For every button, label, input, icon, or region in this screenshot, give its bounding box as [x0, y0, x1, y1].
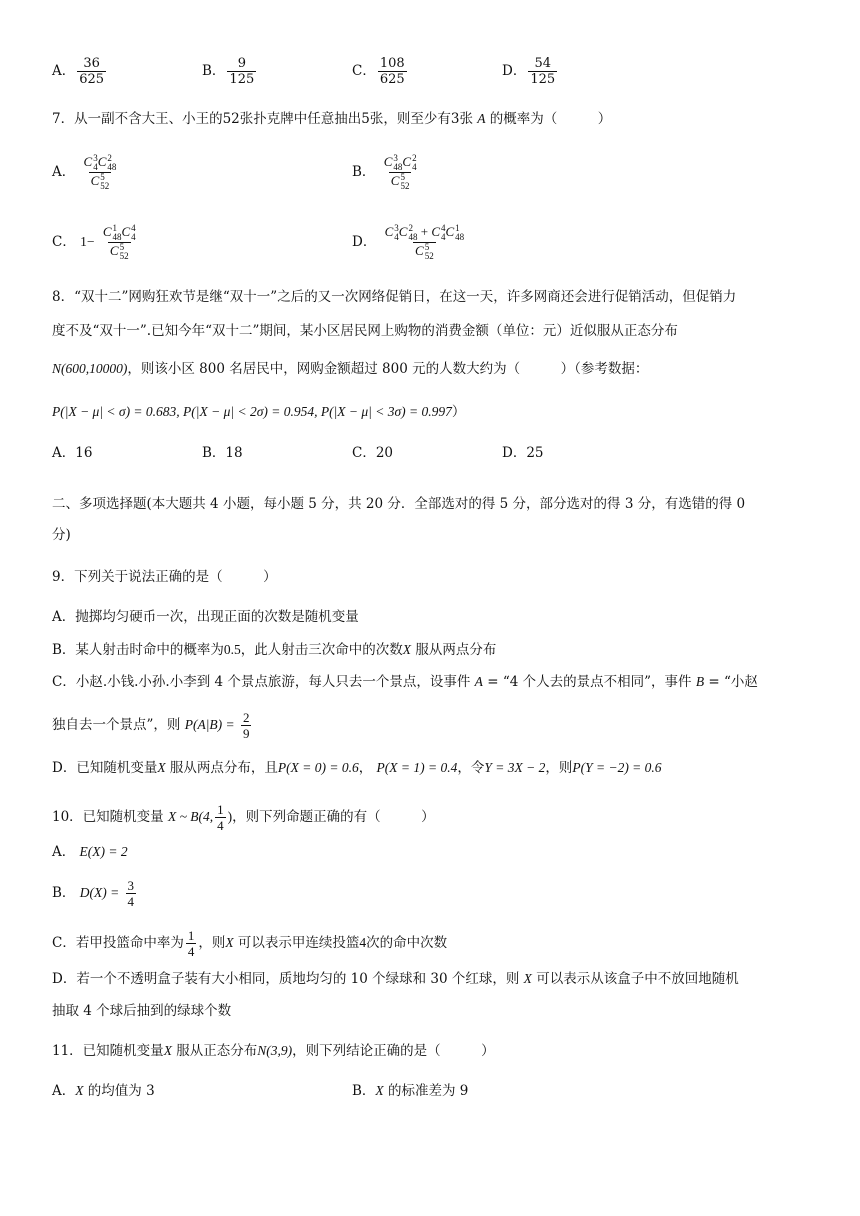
q8-line-3 — [52, 359, 648, 379]
binomial-dist: X ~ B(4, — [167, 809, 214, 824]
q7-option-c — [52, 224, 140, 261]
text: ，令 — [457, 760, 485, 776]
text: ，则下列结论正确的是（ ） — [292, 1043, 495, 1059]
equation: P(X = 1) = 0.4 — [376, 760, 458, 775]
frac-den: 125 — [229, 72, 255, 87]
option-letter: C． — [352, 63, 376, 79]
q6-option-c — [352, 56, 409, 87]
q8-line-1: 8．“双十二”网购狂欢节是继“双十一”之后的又一次网络促销日，在这一天，许多网商还会进行促销活动，但促销力 — [52, 289, 737, 305]
combination-fraction: C 3 4 C 2 48 C 5 52 — [83, 153, 117, 192]
q7-option-b — [352, 154, 421, 191]
text: C．小赵.小钱.小孙.小李到 4 个景点旅游，每人只去一个景点，设事件 — [52, 674, 471, 690]
option-letter: A． — [52, 164, 76, 181]
frac-den: 9 — [242, 726, 250, 741]
q8-option-a: A．16 — [52, 445, 93, 461]
fraction — [241, 710, 252, 741]
fraction — [186, 928, 197, 959]
frac-den: 4 — [127, 894, 134, 909]
text: 服从两点分布，且 — [169, 760, 278, 776]
equation: P(X = 0) = 0.6 — [277, 760, 359, 775]
q8-line-4 — [52, 402, 465, 422]
q10-option-c — [52, 928, 447, 959]
text: 11．已知随机变量 — [52, 1043, 164, 1059]
text: “4 个人去的景点不相同”，事件 — [502, 674, 692, 690]
q10-stem: 10．已知随机变量 X ~ B(4, $\frac{1}{4}$ )，则下列命题正确的有（ ） — [52, 802, 435, 833]
q9-option-b — [52, 640, 496, 660]
var-a: A — [197, 717, 206, 732]
fraction — [378, 56, 407, 87]
fraction — [126, 878, 137, 909]
q10-option-b — [52, 878, 138, 909]
option-letter: A． — [52, 63, 76, 79]
paren-close: ） — [451, 404, 466, 420]
frac-den: 125 — [530, 72, 556, 87]
q8-line-3-text: ，则该小区 800 名居民中，网购金额超过 800 元的人数大约为（ ）（参考数据： — [127, 361, 649, 377]
frac-den: 625 — [379, 72, 405, 87]
q7-option-a — [52, 154, 120, 191]
q9-option-d: D．已知随机变量X 服从两点分布，且P(X = 0) = 0.6， P(X = 1) = 0.4，令Y = 3X − 2，则P(Y = −2) = 0.6 — [52, 760, 662, 776]
q8-option-d: D．25 — [502, 445, 544, 461]
option-letter: B． — [52, 885, 76, 901]
text: ，则 — [545, 760, 573, 776]
text: 次的命中次数 — [366, 935, 448, 951]
frac-den: 4 — [187, 944, 195, 959]
text: ，则 — [198, 935, 226, 951]
q7-option-d — [352, 224, 468, 261]
q11-stem — [52, 1041, 495, 1061]
text: “小赵 — [723, 674, 758, 690]
text: 可以表示甲连续投篮 — [237, 935, 360, 951]
fraction — [528, 56, 557, 87]
var-a: A — [477, 111, 486, 126]
q11-option-a — [52, 1081, 155, 1101]
probability-value: 0.5 — [223, 642, 241, 657]
frac-num: 9 — [237, 56, 246, 71]
q6-option-a — [52, 56, 108, 87]
option-letter: A． — [52, 844, 76, 860]
var-b: B — [695, 674, 705, 689]
option-letter: B． — [352, 1083, 376, 1099]
frac-num: 108 — [379, 56, 405, 71]
frac-num: 1 — [217, 802, 224, 817]
fraction — [227, 56, 256, 87]
q9-option-c-line2 — [52, 710, 253, 741]
combination-fraction: C 3 48 C 2 4 C 5 52 — [383, 153, 417, 192]
text: 的标准差为 9 — [387, 1083, 469, 1099]
var-x: X — [225, 935, 234, 950]
frac-den: 4 — [217, 818, 224, 833]
text: 可以表示从该盒子中不放回地随机 — [536, 971, 739, 987]
frac-num: 36 — [83, 56, 100, 71]
q6-option-b — [202, 56, 258, 87]
equation: E(X) = 2 — [79, 844, 128, 859]
q6-option-d — [502, 56, 559, 87]
one-minus: 1− — [80, 234, 95, 250]
q7-stem-text: 7．从一副不含大王、小王的52张扑克牌中任意抽出5张，则至少有3张 — [52, 111, 473, 127]
normal-dist: N(600,10000) — [52, 361, 128, 376]
q10-option-a — [52, 842, 128, 862]
var-x: X — [157, 760, 166, 775]
q8-option-c: C．20 — [352, 445, 394, 461]
q11-option-b — [352, 1081, 468, 1101]
q10-option-d-line1 — [52, 969, 739, 989]
var-x: X — [523, 971, 532, 986]
var-x: X — [163, 1043, 172, 1058]
frac-num: 1 — [187, 928, 195, 943]
text: 服从正态分布 — [176, 1043, 258, 1059]
option-letter: B． — [352, 164, 376, 181]
option-letter: D． — [502, 63, 527, 79]
option-letter: A． — [52, 1083, 76, 1099]
text: ，则下列命题正确的有（ ） — [232, 809, 435, 825]
text: C．若甲投篮命中率为 — [52, 935, 184, 951]
text: D．已知随机变量 — [52, 760, 158, 776]
conditional-prob: P(A|B) = — [184, 717, 235, 732]
text: 服从两点分布 — [415, 642, 497, 658]
frac-num: 54 — [534, 56, 552, 71]
q8-line-2: 度不及“双十一”.已知今年“双十二”期间，某小区居民网上购物的消费金额（单位：元）近似服从正态分布 — [52, 323, 678, 339]
text: 10．已知随机变量 — [52, 809, 164, 825]
frac-den: 625 — [79, 72, 105, 87]
text: 独自去一个景点”，则 — [52, 717, 181, 733]
q9-stem: 9．下列关于说法正确的是（ ） — [52, 569, 277, 585]
fraction — [77, 56, 106, 87]
fraction — [215, 802, 226, 833]
var-a: A — [474, 674, 483, 689]
var-x: X — [402, 642, 412, 657]
frac-num: 3 — [127, 878, 134, 893]
text: 的均值为 3 — [87, 1083, 155, 1099]
option-letter: C． — [52, 234, 76, 251]
reference-data: P(|X − μ| < σ) = 0.683, P(|X − μ| < 2σ) = 0.954, P(|X − μ| < 3σ) = 0.997 — [52, 404, 452, 419]
var-x: X — [75, 1083, 84, 1098]
q9-option-a: A．抛掷均匀硬币一次，出现正面的次数是随机变量 — [52, 609, 359, 625]
q8-option-b: B．18 — [202, 445, 243, 461]
option-letter: B． — [202, 63, 226, 79]
section-2-heading: 二、多项选择题(本大题共 4 小题，每小题 5 分，共 20 分．全部选对的得 5 分，部分选对的得 3 分，有选错的得 0 — [52, 496, 746, 512]
equation: D(X) = — [79, 885, 120, 900]
text: B．某人射击时命中的概率为 — [52, 642, 224, 658]
equation: P(Y = −2) = 0.6 — [572, 760, 662, 775]
q10-option-d-line2: 抽取 4 个球后抽到的绿球个数 — [52, 1003, 232, 1019]
section-2-heading-cont: 分) — [52, 527, 71, 543]
option-letter: D． — [352, 234, 377, 251]
q7-stem — [52, 109, 611, 129]
text: ，此人射击三次命中的次数 — [240, 642, 403, 658]
equation: Y = 3X − 2 — [484, 760, 546, 775]
text: D．若一个不透明盒子装有大小相同，质地均匀的 10 个绿球和 30 个红球，则 — [52, 971, 520, 987]
normal-dist: N(3,9) — [257, 1043, 293, 1058]
q7-stem-end: 的概率为（ ） — [489, 111, 612, 127]
combination-fraction: C 3 4 C 2 48 + C 4 4 C 1 48 C 5 52 — [384, 223, 465, 262]
frac-num: 2 — [242, 710, 250, 725]
var-x: X — [375, 1083, 384, 1098]
q9-option-c-line1: C．小赵.小钱.小孙.小李到 4 个景点旅游，每人只去一个景点，设事件 A = “4 个人去的景点不相同”，事件 B = “小赵 — [52, 674, 758, 690]
var-b: B — [209, 717, 218, 732]
combination-fraction: C 1 48 C 4 4 C 5 52 — [102, 223, 136, 262]
number: 4 — [359, 935, 367, 950]
